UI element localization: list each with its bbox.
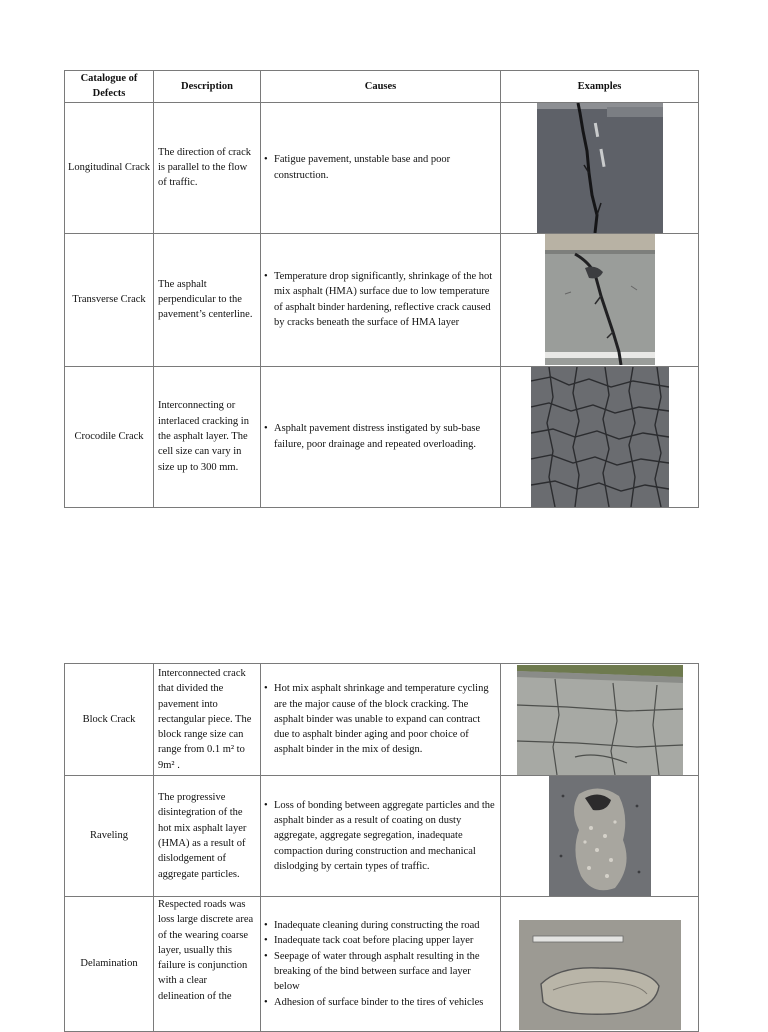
cause-item: • Temperature drop significantly, shrinkage of the hot mix asphalt (HMA) surface due to low temperature of asphalt binder hardening, reflective crack caused by cracks beneath the surface of HMA layer bbox=[264, 269, 496, 330]
header-row bbox=[65, 71, 699, 103]
defect-causes bbox=[261, 233, 501, 366]
table-row bbox=[65, 664, 699, 776]
raveling-photo bbox=[549, 776, 651, 896]
cause-item: • Inadequate cleaning during constructing the road bbox=[264, 918, 496, 933]
defect-causes bbox=[261, 366, 501, 507]
defect-name: Delamination bbox=[65, 897, 154, 1032]
defect-causes bbox=[261, 897, 501, 1032]
block-crack-photo bbox=[517, 665, 683, 775]
defect-name: Block Crack bbox=[65, 664, 154, 776]
defect-causes bbox=[261, 776, 501, 897]
defects-table-1 bbox=[64, 70, 699, 508]
crocodile-crack-photo bbox=[531, 367, 669, 507]
example-cell bbox=[501, 233, 699, 366]
delamination-photo bbox=[519, 920, 681, 1030]
example-cell bbox=[501, 366, 699, 507]
transverse-crack-photo bbox=[545, 234, 655, 365]
longitudinal-crack-photo bbox=[537, 103, 663, 233]
example-cell bbox=[501, 664, 699, 776]
example-cell bbox=[501, 897, 699, 1032]
cause-item: • Fatigue pavement, unstable base and poor construction. bbox=[264, 152, 496, 183]
causes-list bbox=[264, 152, 496, 183]
cause-item: • Inadequate tack coat before placing upper layer bbox=[264, 933, 496, 948]
cause-item: • Asphalt pavement distress instigated by sub-base failure, poor drainage and repeated overloading. bbox=[264, 421, 496, 452]
causes-list bbox=[264, 681, 496, 757]
cause-item: • Loss of bonding between aggregate particles and the asphalt binder as a result of coating on dusty aggregate, aggregate segregation, inadequate compaction during construction and mechanical dislodging by certain types of traffic. bbox=[264, 798, 496, 874]
defect-name: Crocodile Crack bbox=[65, 366, 154, 507]
defect-description: Respected roads was loss large discrete area of the wearing coarse layer, usually this failure is conjunction with a clear delineation of the bbox=[154, 897, 261, 1032]
table-row bbox=[65, 102, 699, 233]
defect-name: Raveling bbox=[65, 776, 154, 897]
defect-description: Interconnected crack that divided the pavement into rectangular piece. The block range size can range from 0.1 m² to 9m² . bbox=[154, 664, 261, 776]
defect-description: The progressive disintegration of the hot mix asphalt layer (HMA) as a result of dislodgement of aggregate particles. bbox=[154, 776, 261, 897]
cause-item: • Seepage of water through asphalt resulting in the breaking of the bind between surface and layer below bbox=[264, 949, 496, 995]
header-description: Description bbox=[154, 71, 261, 103]
cause-item: • Hot mix asphalt shrinkage and temperature cycling are the major cause of the block cracking. The asphalt binder was unable to expand can contract due to asphalt binder aging and poor choice of asphalt binder in the mix of design. bbox=[264, 681, 496, 757]
header-examples: Examples bbox=[501, 71, 699, 103]
defects-table-2 bbox=[64, 663, 699, 1032]
example-cell bbox=[501, 102, 699, 233]
causes-list bbox=[264, 918, 496, 1010]
causes-list bbox=[264, 269, 496, 330]
defect-description: The direction of crack is parallel to the flow of traffic. bbox=[154, 102, 261, 233]
table-row bbox=[65, 897, 699, 1032]
defect-causes bbox=[261, 664, 501, 776]
defect-name: Transverse Crack bbox=[65, 233, 154, 366]
defect-description: The asphalt perpendicular to the pavement’s centerline. bbox=[154, 233, 261, 366]
defect-description: Interconnecting or interlaced cracking in the asphalt layer. The cell size can vary in size up to 300 mm. bbox=[154, 366, 261, 507]
causes-list bbox=[264, 421, 496, 452]
defect-causes bbox=[261, 102, 501, 233]
causes-list bbox=[264, 798, 496, 874]
header-catalogue: Catalogue of Defects bbox=[65, 71, 154, 103]
defect-name: Longitudinal Crack bbox=[65, 102, 154, 233]
table-row bbox=[65, 366, 699, 507]
table-row bbox=[65, 776, 699, 897]
table-row bbox=[65, 233, 699, 366]
example-cell bbox=[501, 776, 699, 897]
cause-item: • Adhesion of surface binder to the tires of vehicles bbox=[264, 995, 496, 1010]
header-causes: Causes bbox=[261, 71, 501, 103]
